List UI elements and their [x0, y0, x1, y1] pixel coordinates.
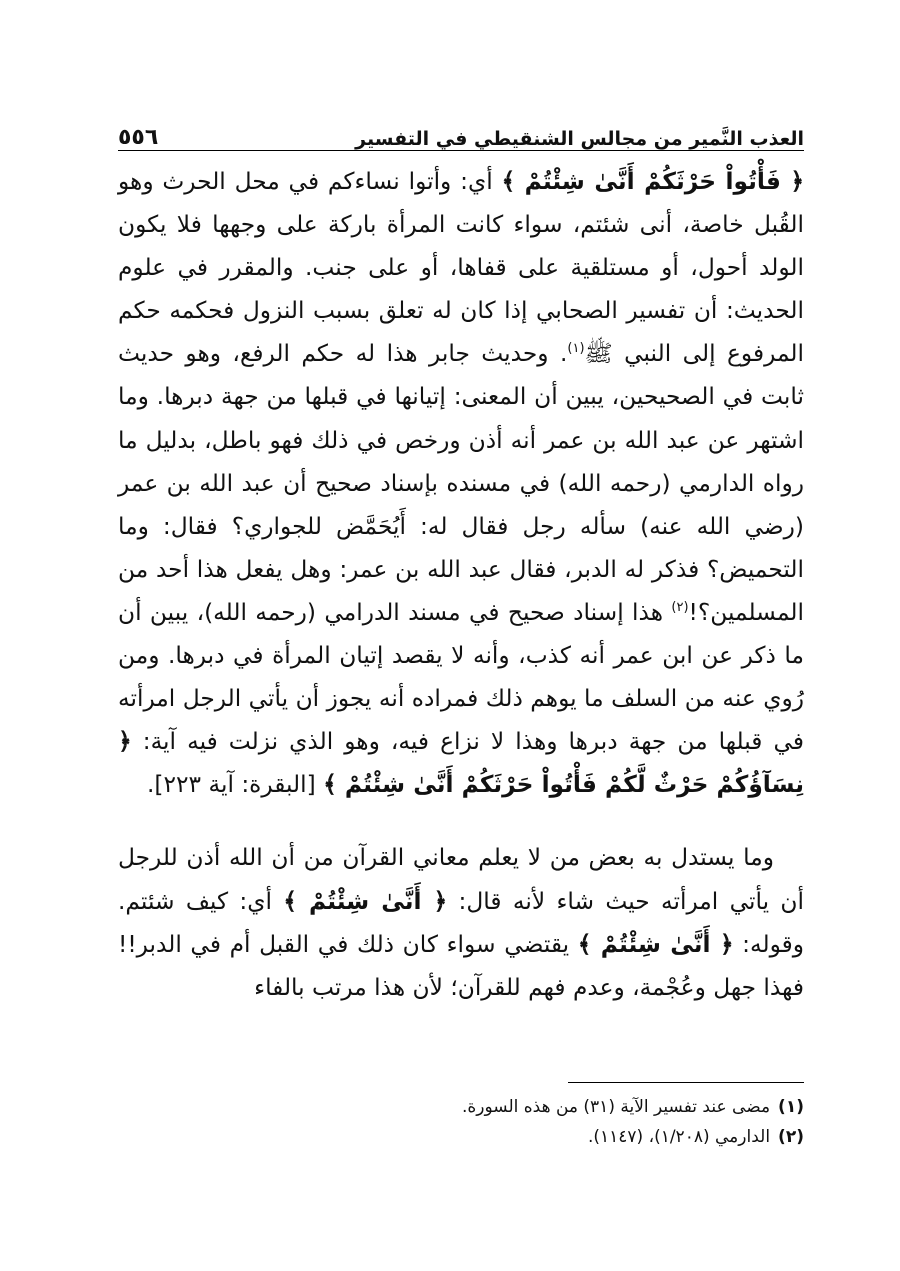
quran-quote: ﴿ أَنَّىٰ شِئْتُمْ ﴾	[577, 930, 734, 958]
footnote-text: مضى عند تفسير الآية (٣١) من هذه السورة.	[461, 1097, 771, 1117]
page-number: ٥٥٦	[118, 125, 159, 150]
quran-quote: ﴿ نِسَآؤُكُمْ حَرْثٌ لَّكُمْ فَأْتُواْ حَرْثَكُمْ أَنَّىٰ شِئْتُمْ ﴾	[118, 728, 804, 799]
paragraph-1	[118, 160, 804, 806]
footnote-ref-1[interactable]: (١)	[567, 341, 585, 357]
header-rule	[118, 150, 804, 151]
footnote-text: الدارمي (١/٢٠٨)، (١١٤٧).	[587, 1127, 771, 1147]
quran-quote: ﴿ فَأْتُواْ حَرْثَكُمْ أَنَّىٰ شِئْتُمْ ﴾	[501, 168, 804, 195]
page-header	[118, 114, 804, 150]
text-run: [البقرة: آية ٢٢٣].	[147, 771, 324, 799]
footnotes	[118, 1092, 804, 1152]
text-run: هذا إسناد صحيح في مسند الدرامي (رحمه الله)، يبين أن ما ذكر عن ابن عمر أنه كذب، وأنه لا يقصد إتيان المرأة في دبرها. ومن رُوي عنه من السلف ما يوهم ذلك فمراده أنه يجوز أن يأتي الرجل امرأته في قبلها من جهة دبرها وهذا لا نزاع فيه، وهو الذي نزلت فيه آية:	[118, 598, 804, 756]
footnote-1	[118, 1092, 804, 1122]
text-run: . وحديث جابر هذا له حكم الرفع، وهو حديث ثابت في الصحيحين، يبين أن المعنى: إتيانها في قبلها من جهة دبرها. وما اشتهر عن عبد الله بن عمر أنه أذن ورخص في ذلك فهو باطل، بدليل ما رواه الدارمي (رحمه الله) في مسنده بإسناد صحيح أن عبد الله بن عمر (رضي الله عنه) سأله رجل فقال له: أَيُحَمَّض للجواري؟ فقال: وما التحميض؟ فذكر له الدبر، فقال عبد الله بن عمر: وهل يفعل هذا أحد من المسلمين؟!	[118, 340, 804, 626]
footnote-number: (١)	[778, 1097, 804, 1117]
text-run: يقتضي سواء كان ذلك في القبل أم في الدبر!! فهذا جهل وعُجْمة، وعدم فهم للقرآن؛ لأن هذا مرتب بالفاء	[118, 930, 804, 1001]
quran-quote: ﴿ أَنَّىٰ شِئْتُمْ ﴾	[283, 887, 448, 915]
text-run: وما يستدل به بعض من لا يعلم معاني القرآن من أن الله أذن للرجل أن يأتي امرأته حيث شاء لأنه قال:	[118, 844, 804, 915]
footnote-separator	[568, 1082, 804, 1083]
text-run: أي: كيف شئتم. وقوله:	[118, 887, 804, 958]
footnote-2	[118, 1122, 804, 1152]
footnote-number: (٢)	[778, 1127, 804, 1147]
running-title: العذب النَّمير من مجالس الشنقيطي في التفسير	[355, 128, 804, 150]
main-text	[118, 160, 804, 1009]
text-run: أي: وأتوا نساءكم في محل الحرث وهو القُبل خاصة، أنى شئتم، سواء كانت المرأة باركة على وجهها فلا يكون الولد أحول، أو مستلقية على قفاها، أو على جنب. والمقرر في علوم الحديث: أن تفسير الصحابي إذا كان له تعلق بسبب النزول فحكمه حكم المرفوع إلى النبي ﷺ	[118, 168, 804, 368]
footnote-ref-2[interactable]: (٢)	[671, 600, 689, 616]
paragraph-2	[118, 836, 804, 1008]
